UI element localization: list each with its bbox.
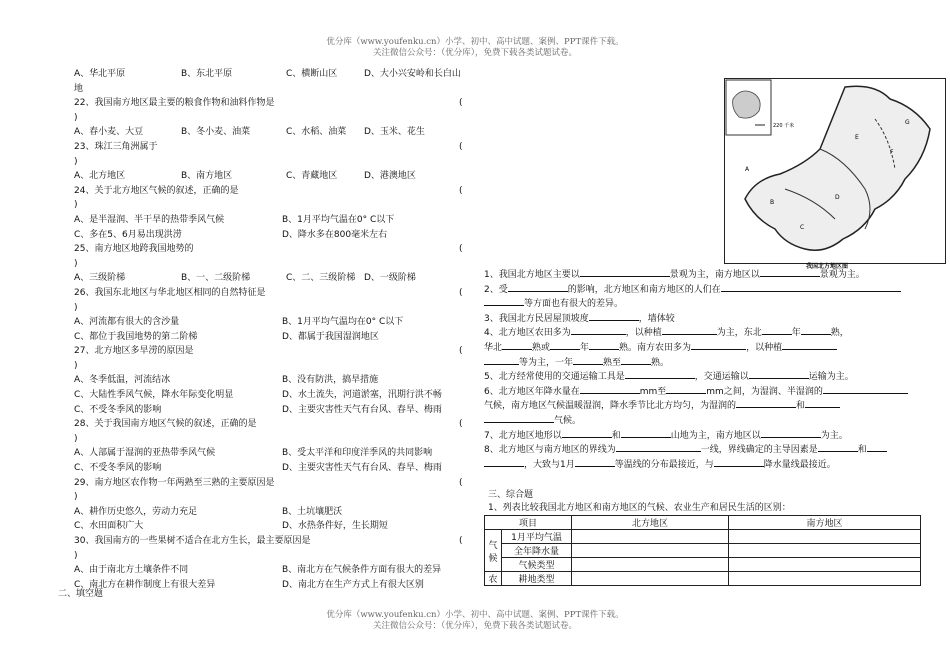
fill-blank-row xyxy=(484,339,904,354)
fill-text: 年 xyxy=(580,342,590,353)
question-row xyxy=(74,96,474,111)
fill-text: ，以种植 xyxy=(746,342,783,353)
fill-text: 年 xyxy=(791,328,801,339)
answer-blank[interactable] xyxy=(846,281,901,292)
option-D[interactable]: D、大小兴安岭和长白山 xyxy=(364,69,461,79)
fill-text: 为主。 xyxy=(820,430,848,441)
answer-blank[interactable] xyxy=(575,456,615,467)
option-B[interactable]: D、主要灾害性天气有台风、春旱、梅雨 xyxy=(282,463,442,474)
row-text: ) xyxy=(74,258,78,269)
answer-paren[interactable]: ( xyxy=(459,536,463,546)
option-A[interactable]: C、南北方在耕作制度上有很大差异 xyxy=(74,579,216,590)
question-stem: 26、我国东北地区与华北地区相同的自然特征是 xyxy=(74,287,266,298)
question-stem: 24、关于北方地区气候的叙述，正确的是 xyxy=(74,185,239,196)
question-row xyxy=(74,417,474,432)
option-B[interactable]: D、南北方在生产方式上有很大区别 xyxy=(282,579,424,590)
answer-paren[interactable]: ( xyxy=(459,287,463,298)
option-B[interactable]: B、1月平均气温在0° C以下 xyxy=(282,214,395,225)
question-row xyxy=(74,125,474,140)
fill-blank-row xyxy=(484,441,904,456)
section-synth-title: 三、综合题 xyxy=(488,490,534,500)
fill-text: 等为主，一年 xyxy=(519,357,574,368)
watermark-bottom-line1: 优分库（www.youfenku.cn）小学、初中、高中试题、案例、PPT课件下载。 xyxy=(326,610,624,620)
fill-text: ，大致与1月 xyxy=(524,459,575,470)
fill-text: 的影响，北方地区和南方地区的人们在 xyxy=(567,284,721,295)
question-row xyxy=(74,271,474,286)
map-label-G: G xyxy=(905,119,910,126)
question-row xyxy=(74,286,474,301)
fill-blank-column xyxy=(484,266,904,470)
question-row xyxy=(74,82,474,97)
answer-paren[interactable]: ( xyxy=(459,419,463,430)
option-B[interactable]: B、东北平原 xyxy=(181,69,233,79)
option-A[interactable]: A、耕作历史悠久，劳动力充足 xyxy=(74,506,198,517)
answer-blank[interactable] xyxy=(867,441,887,452)
option-A[interactable]: C、不受冬季风的影响 xyxy=(74,404,162,415)
question-stem: 29、南方地区农作物一年两熟至三熟的主要原因是 xyxy=(74,477,275,488)
fill-blank-row xyxy=(484,324,904,339)
option-A[interactable]: A、河流都有很大的含沙量 xyxy=(74,317,180,328)
option-D[interactable]: D、玉米、花生 xyxy=(364,127,425,138)
fill-blank-row xyxy=(484,427,904,442)
answer-blank[interactable] xyxy=(580,266,670,277)
question-row xyxy=(74,169,474,184)
question-stem: 30、我国南方的一些果树不适合在北方生长，最主要原因是 xyxy=(74,536,311,546)
north-region-outline xyxy=(745,86,930,250)
answer-blank[interactable] xyxy=(508,281,568,292)
answer-blank[interactable] xyxy=(782,339,837,350)
watermark-top-line2: 关注微信公众号：（优分库），免费下载各类试题试卷。 xyxy=(372,48,577,58)
map-scale: 220 千米 xyxy=(773,123,795,129)
fill-text: 熟或 xyxy=(532,342,551,353)
table-header-south: 南方地区 xyxy=(729,516,921,530)
question-row xyxy=(74,432,474,447)
question-stem: 23、珠江三角洲属于 xyxy=(74,141,158,152)
fill-blank-row xyxy=(484,310,904,325)
answer-blank[interactable] xyxy=(662,324,717,335)
question-row xyxy=(74,67,474,82)
option-B[interactable]: D、降水多在800毫米左右 xyxy=(282,229,388,240)
table-header-item: 项目 xyxy=(485,516,572,530)
map-label-D: D xyxy=(835,194,840,201)
option-B[interactable]: B、受太平洋和印度洋季风的共同影响 xyxy=(282,448,433,459)
fill-blank-row xyxy=(484,383,904,398)
table-row xyxy=(485,572,921,586)
fill-text: 山地为主，南方地区以 xyxy=(670,430,761,441)
fill-text: ，以种植 xyxy=(625,328,662,339)
fill-blank-row xyxy=(484,397,904,412)
fill-text: 熟至 xyxy=(603,357,622,368)
question-stem: 28、关于我国南方地区气候的叙述，正确的是 xyxy=(74,419,257,430)
option-A[interactable]: A、冬季低温，河流结冰 xyxy=(74,375,171,386)
answer-blank[interactable] xyxy=(761,427,821,438)
table-row-label: 1月平均气温 xyxy=(502,530,572,544)
fill-text: 1、我国北方地区主要以 xyxy=(484,270,580,280)
fill-text: ，交通运输以 xyxy=(694,372,749,383)
fill-text: 熟。南方农田多为 xyxy=(619,342,692,353)
fill-text: 景观为主，南方地区以 xyxy=(669,270,760,280)
option-B[interactable]: B、没有防洪，搞旱措施 xyxy=(282,375,379,386)
question-row xyxy=(74,388,474,403)
left-question-column xyxy=(74,67,474,592)
option-B[interactable]: B、南方地区 xyxy=(181,171,233,182)
table-row xyxy=(485,558,921,572)
question-row xyxy=(74,228,474,243)
option-A[interactable]: A、春小麦、大豆 xyxy=(74,127,144,138)
question-row xyxy=(74,549,474,564)
table-group-climate: 气候 xyxy=(485,530,502,572)
row-text: ) xyxy=(74,156,78,167)
row-text: ) xyxy=(74,492,78,503)
answer-paren[interactable]: ( xyxy=(459,477,463,488)
option-C[interactable]: C、二、三级阶梯 xyxy=(286,273,356,284)
question-stem: 25、南方地区地跨我国地势的 xyxy=(74,244,194,255)
option-B[interactable]: B、南北方在气候条件方面有很大的差异 xyxy=(282,565,442,576)
answer-blank[interactable] xyxy=(805,397,840,408)
question-row xyxy=(74,446,474,461)
option-A[interactable]: A、人部属于湿润的亚热带季风气候 xyxy=(74,448,216,459)
question-row xyxy=(74,519,474,534)
question-row xyxy=(74,315,474,330)
answer-blank[interactable] xyxy=(762,324,792,335)
answer-blank[interactable] xyxy=(736,397,796,408)
fill-blank-row xyxy=(484,354,904,369)
fill-blank-row xyxy=(484,281,904,296)
map-label-B: B xyxy=(770,199,775,206)
answer-blank[interactable] xyxy=(621,427,671,438)
answer-blank[interactable] xyxy=(484,456,524,467)
table-row xyxy=(485,544,921,558)
fill-text: 和 xyxy=(611,430,621,441)
option-A[interactable]: C、多在5、6月易出现洪涝 xyxy=(74,229,182,240)
answer-paren[interactable]: ( xyxy=(459,185,463,196)
watermark-bottom-line2: 关注微信公众号：（优分库），免费下载各类试题试卷。 xyxy=(372,621,577,631)
option-A[interactable]: C、都位于我国地势的第二阶梯 xyxy=(74,331,198,342)
answer-blank[interactable] xyxy=(691,339,746,350)
fill-text: 等方面也有很大的差异。 xyxy=(524,299,624,310)
fill-text: 华北 xyxy=(484,342,503,353)
option-B[interactable]: D、水土流失，河道淤塞，汛期行洪不畅 xyxy=(282,390,442,401)
fill-text: 2、受 xyxy=(484,284,508,295)
option-B[interactable]: D、主要灾害性天气有台风、春旱、梅雨 xyxy=(282,404,442,415)
question-row xyxy=(74,505,474,520)
option-D[interactable]: D、港澳地区 xyxy=(364,171,416,182)
answer-blank[interactable] xyxy=(589,339,619,350)
answer-blank[interactable] xyxy=(721,281,791,292)
question-row xyxy=(74,198,474,213)
fill-blank-row xyxy=(484,368,904,383)
option-A[interactable]: C、不受冬季风的影响 xyxy=(74,463,162,474)
answer-blank[interactable] xyxy=(760,266,820,277)
fill-blank-row xyxy=(484,456,904,471)
fill-text: 气候。 xyxy=(554,415,582,426)
row-text: ) xyxy=(74,550,78,561)
question-row xyxy=(74,140,474,155)
synth-question: 1、列表比较我国北方地区和南方地区的气候、农业生产和居民生活的区别： xyxy=(488,503,791,513)
answer-blank[interactable] xyxy=(502,339,532,350)
answer-blank[interactable] xyxy=(621,354,651,365)
north-region-map xyxy=(724,78,946,264)
option-B[interactable]: B、冬小麦、油菜 xyxy=(181,127,251,138)
row-text: 地 xyxy=(74,83,84,94)
fill-text: mm之间，为湿润、半湿润的 xyxy=(706,386,823,397)
question-row xyxy=(74,373,474,388)
fill-text: 6、北方地区年降水量在 xyxy=(484,386,580,397)
option-A[interactable]: A、是半湿润、半干旱的热带季风气候 xyxy=(74,214,225,225)
question-row xyxy=(74,563,474,578)
answer-paren[interactable]: ( xyxy=(459,98,463,109)
question-stem: 27、北方地区多旱涝的原因是 xyxy=(74,346,194,357)
fill-text: 降水量线最接近。 xyxy=(763,459,836,470)
answer-blank[interactable] xyxy=(571,324,626,335)
row-text: ) xyxy=(74,302,78,313)
option-C[interactable]: C、水稻、油菜 xyxy=(286,127,347,138)
answer-blank[interactable] xyxy=(484,412,554,423)
answer-blank[interactable] xyxy=(484,295,524,306)
option-A[interactable]: A、三级阶梯 xyxy=(74,273,126,284)
question-row xyxy=(74,461,474,476)
fill-blank-row xyxy=(484,295,904,310)
question-row xyxy=(74,111,474,126)
fill-text: 景观为主。 xyxy=(819,270,865,280)
fill-text: 熟， xyxy=(830,328,849,339)
fill-text: mm至 xyxy=(639,386,667,397)
question-row xyxy=(74,155,474,170)
fill-text: 熟。 xyxy=(651,357,670,368)
fill-text: 8、北方地区与南方地区的界线为 xyxy=(484,445,616,456)
answer-blank[interactable] xyxy=(714,456,764,467)
fill-text: 和 xyxy=(796,401,806,412)
fill-text: 7、北方地区地形以 xyxy=(484,430,562,441)
option-A[interactable]: A、华北平原 xyxy=(74,69,126,79)
answer-blank[interactable] xyxy=(801,324,831,335)
question-row xyxy=(74,184,474,199)
option-B[interactable]: D、都属于我国湿润地区 xyxy=(282,331,379,342)
fill-text: 气候，南方地区气候温暖湿润，降水季节比北方均匀，为湿润的 xyxy=(484,401,737,412)
section-fill-title: 二、填空题 xyxy=(58,589,104,599)
row-text: ) xyxy=(74,360,78,371)
fill-text: 运输为主。 xyxy=(808,372,854,383)
table-row-label: 耕地类型 xyxy=(502,572,572,586)
fill-text: 3、我国北方民居屋顶坡度 xyxy=(484,313,589,324)
question-row xyxy=(74,578,474,593)
fill-text: 和 xyxy=(857,445,867,456)
fill-blank-row xyxy=(484,412,904,427)
question-row xyxy=(74,257,474,272)
map-figure xyxy=(725,79,945,263)
answer-blank[interactable] xyxy=(818,441,858,452)
question-row xyxy=(74,344,474,359)
answer-blank[interactable] xyxy=(573,354,603,365)
answer-paren[interactable]: ( xyxy=(459,346,463,357)
question-row xyxy=(74,330,474,345)
question-row xyxy=(74,476,474,491)
answer-blank[interactable] xyxy=(484,354,519,365)
fill-text: 4、北方地区农田多为 xyxy=(484,328,571,339)
fill-text: ，墙体较 xyxy=(638,313,675,324)
question-stem: 22、我国南方地区最主要的粮食作物和油料作物是 xyxy=(74,98,275,109)
answer-blank[interactable] xyxy=(580,383,640,394)
fill-text: 5、北方经常使用的交通运输工具是 xyxy=(484,372,625,383)
option-C[interactable]: C、青藏地区 xyxy=(286,171,338,182)
map-caption: 我国北方地区图 xyxy=(806,263,849,270)
option-D[interactable]: D、一级阶梯 xyxy=(364,273,416,284)
row-text: ) xyxy=(74,433,78,444)
comparison-table xyxy=(484,515,921,586)
answer-blank[interactable] xyxy=(666,383,706,394)
answer-blank[interactable] xyxy=(562,427,612,438)
answer-blank[interactable] xyxy=(616,441,701,452)
question-row xyxy=(74,403,474,418)
row-text: ) xyxy=(74,200,78,211)
question-row xyxy=(74,213,474,228)
table-header-north: 北方地区 xyxy=(572,516,729,530)
fill-text: 一线，界线确定的主导因素是 xyxy=(700,445,818,456)
table-group-agri: 农 xyxy=(485,572,502,586)
answer-blank[interactable] xyxy=(550,339,580,350)
table-row-label: 全年降水量 xyxy=(502,544,572,558)
inset-china-shape xyxy=(733,91,761,118)
answer-paren[interactable]: ( xyxy=(459,244,463,255)
question-row xyxy=(74,490,474,505)
answer-blank[interactable] xyxy=(791,281,846,292)
answer-blank[interactable] xyxy=(589,310,639,321)
option-B[interactable]: B、1月平均气温均在0° C以下 xyxy=(282,317,404,328)
question-row xyxy=(74,359,474,374)
fill-text: 为主，东北 xyxy=(716,328,762,339)
answer-blank[interactable] xyxy=(749,368,809,379)
option-A[interactable]: C、水田面积广大 xyxy=(74,521,144,532)
table-header-row xyxy=(485,516,921,530)
option-B[interactable]: D、水热条件好，生长期短 xyxy=(282,521,388,532)
option-C[interactable]: C、横断山区 xyxy=(286,69,338,79)
watermark-top-line1: 优分库（www.youfenku.cn）小学、初中、高中试题、案例、PPT课件下载。 xyxy=(326,37,624,47)
row-text: ) xyxy=(74,112,78,123)
map-label-E: E xyxy=(855,134,859,141)
table-row-label: 气候类型 xyxy=(502,558,572,572)
option-A[interactable]: A、北方地区 xyxy=(74,171,126,182)
option-B[interactable]: B、一、二级阶梯 xyxy=(181,273,251,284)
fill-text: 等温线的分布最接近，与 xyxy=(614,459,714,470)
question-row xyxy=(74,534,474,549)
map-label-C: C xyxy=(800,224,805,231)
option-B[interactable]: B、土坑壤肥沃 xyxy=(282,506,343,517)
map-label-F: F xyxy=(890,149,894,156)
answer-blank[interactable] xyxy=(823,383,908,394)
answer-paren[interactable]: ( xyxy=(459,141,463,152)
answer-blank[interactable] xyxy=(625,368,695,379)
option-A[interactable]: A、由于南北方土壤条件不同 xyxy=(74,565,189,576)
table-row xyxy=(485,530,921,544)
fill-blank-row xyxy=(484,266,904,281)
map-label-A: A xyxy=(745,166,750,173)
question-row xyxy=(74,301,474,316)
option-A[interactable]: C、大陆性季风气候，降水年际变化明显 xyxy=(74,390,234,401)
question-row xyxy=(74,242,474,257)
